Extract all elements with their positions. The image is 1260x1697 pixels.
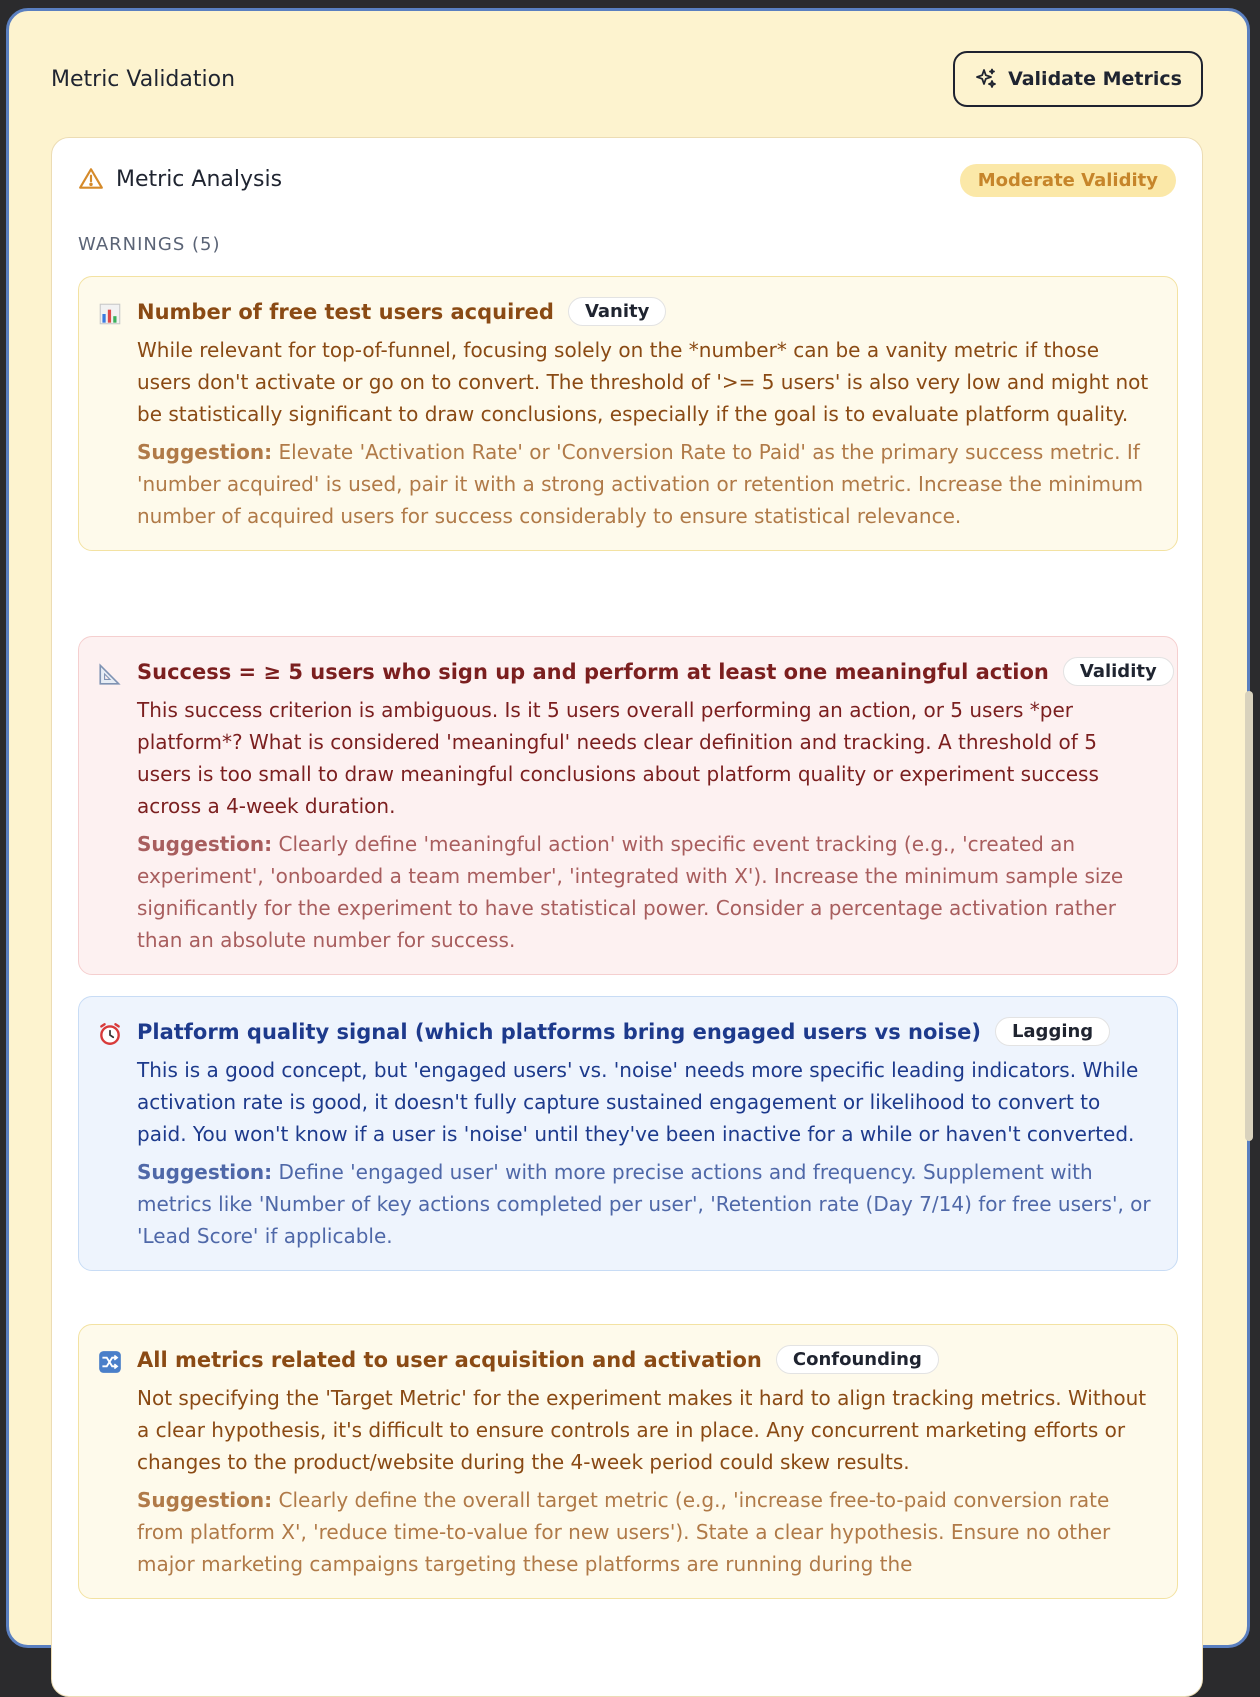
suggestion-label: Suggestion: xyxy=(137,440,273,464)
suggestion-text: Clearly define the overall target metric (e.g., 'increase free-to-paid conversion rate from platform X', 'reduce time-to-value for new users'). State a clear hypothesis. Ensure no other major marketing campaigns targeting these platforms are running during the xyxy=(137,1488,1111,1576)
validity-badge: Moderate Validity xyxy=(960,164,1176,197)
warnings-count-label: WARNINGS (5) xyxy=(78,234,221,255)
warning-suggestion xyxy=(137,436,1155,532)
warning-tag: Vanity xyxy=(568,297,666,326)
bar-chart-icon xyxy=(97,301,123,327)
scrollbar[interactable] xyxy=(1245,691,1253,1141)
validate-metrics-button[interactable] xyxy=(953,51,1203,107)
suggestion-label: Suggestion: xyxy=(137,1488,273,1512)
warning-suggestion xyxy=(137,1156,1155,1252)
warning-title: All metrics related to user acquisition and activation xyxy=(137,1347,762,1372)
suggestion-text: Elevate 'Activation Rate' or 'Conversion Rate to Paid' as the primary success metric. If 'number acquired' is used, pair it with a strong activation or retention metric. Increase the minimum number of acquired users for success considerably to ensure statistical relevance. xyxy=(137,440,1144,528)
warning-title: Success = ≥ 5 users who sign up and perform at least one meaningful action xyxy=(137,659,1049,684)
warning-title: Platform quality signal (which platforms bring engaged users vs noise) xyxy=(137,1019,981,1044)
suggestion-text: Clearly define 'meaningful action' with specific event tracking (e.g., 'created an experiment', 'onboarded a team member', 'integrated with X'). Increase the minimum sample size significantly for the experiment to have statistical power. Consider a percentage activation rather than an absolute number for success. xyxy=(137,832,1124,952)
panel-title: Metric Validation xyxy=(51,67,236,92)
warning-tag: Lagging xyxy=(995,1017,1110,1046)
warning-description: Not specifying the 'Target Metric' for the experiment makes it hard to align tracking metrics. Without a clear hypothesis, it's difficult to ensure controls are in place. Any concurrent marketing efforts or changes to the product/website during the 4-week period could skew results. xyxy=(137,1386,1147,1474)
warning-title: Number of free test users acquired xyxy=(137,299,554,324)
suggestion-text: Define 'engaged user' with more precise actions and frequency. Supplement with metrics like 'Number of key actions completed per user', 'Retention rate (Day 7/14) for free users', or 'Lead Score' if applicable. xyxy=(137,1160,1151,1248)
warning-item xyxy=(78,996,1178,1271)
warning-item xyxy=(78,1324,1178,1599)
alarm-clock-icon xyxy=(97,1021,123,1047)
shuffle-icon xyxy=(97,1349,123,1375)
sparkle-icon xyxy=(974,67,998,91)
warning-item xyxy=(78,636,1178,975)
warning-description: This success criterion is ambiguous. Is it 5 users overall performing an action, or 5 users *per platform*? What is considered 'meaningful' needs clear definition and tracking. A threshold of 5 users is too small to draw meaningful conclusions about platform quality or experiment success across a 4-week duration. xyxy=(137,698,1099,818)
metric-validation-panel xyxy=(6,8,1250,1648)
analysis-header xyxy=(78,166,282,192)
suggestion-label: Suggestion: xyxy=(137,1160,273,1184)
analysis-title: Metric Analysis xyxy=(116,166,283,192)
triangle-ruler-icon xyxy=(97,661,123,687)
metric-analysis-card xyxy=(51,137,1203,1697)
suggestion-label: Suggestion: xyxy=(137,832,273,856)
warning-tag: Confounding xyxy=(776,1345,939,1374)
warning-triangle-icon xyxy=(78,166,104,192)
warning-item xyxy=(78,276,1178,551)
warning-description: While relevant for top-of-funnel, focusing solely on the *number* can be a vanity metric if those users don't activate or go on to convert. The threshold of '>= 5 users' is also very low and might not be statistically significant to draw conclusions, especially if the goal is to evaluate platform quality. xyxy=(137,338,1149,426)
warning-suggestion xyxy=(137,828,1155,956)
warning-suggestion xyxy=(137,1484,1155,1580)
warning-tag: Validity xyxy=(1063,657,1174,686)
validate-metrics-label: Validate Metrics xyxy=(1008,68,1182,90)
warning-description: This is a good concept, but 'engaged users' vs. 'noise' needs more specific leading indicators. While activation rate is good, it doesn't fully capture sustained engagement or likelihood to convert to paid. You won't know if a user is 'noise' until they've been inactive for a while or haven't converted. xyxy=(137,1058,1139,1146)
